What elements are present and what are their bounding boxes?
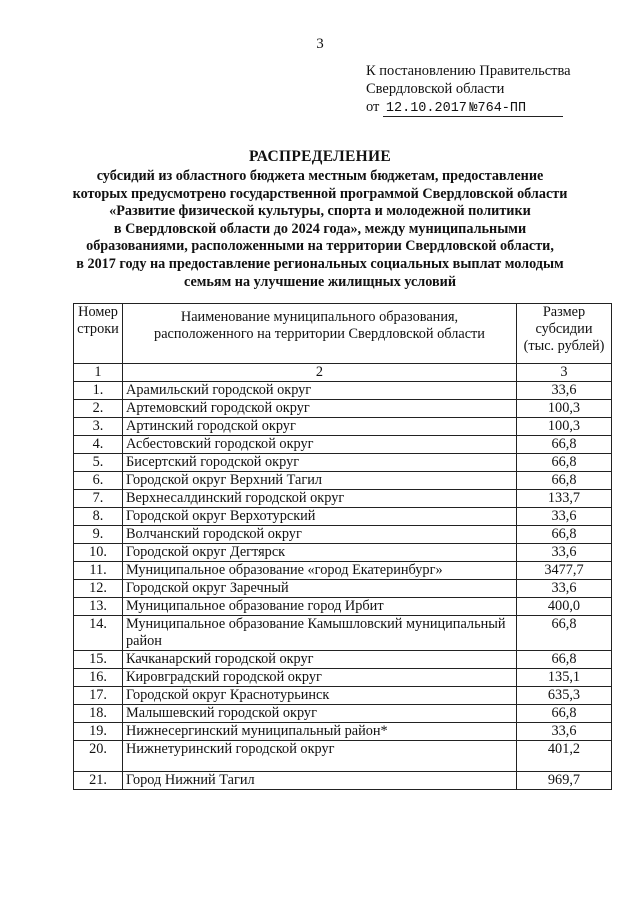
- municipality-name: Городской округ Заречный: [123, 580, 517, 598]
- municipality-name: Городской округ Краснотурьинск: [123, 687, 517, 705]
- row-number: 2.: [74, 400, 123, 418]
- row-number: 7.: [74, 490, 123, 508]
- page-number: 3: [316, 36, 324, 52]
- subtitle-line: которых предусмотрено государственной программой Свердловской области: [72, 185, 568, 202]
- subsidy-amount: 66,8: [517, 472, 612, 490]
- approval-date-line: [366, 98, 571, 117]
- table-row: [74, 723, 612, 741]
- municipality-name: Город Нижний Тагил: [123, 772, 517, 790]
- subsidy-amount: 66,8: [517, 651, 612, 669]
- subtitle-line: в Свердловской области до 2024 года», между муниципальными: [113, 220, 527, 237]
- approval-date: 12.10.2017: [383, 101, 469, 117]
- column-number: 3: [517, 364, 612, 382]
- row-number: 14.: [74, 616, 123, 651]
- row-number: 12.: [74, 580, 123, 598]
- row-number: 21.: [74, 772, 123, 790]
- row-number: 15.: [74, 651, 123, 669]
- header-text: Размер: [542, 304, 586, 320]
- municipality-name: Асбестовский городской округ: [123, 436, 517, 454]
- municipality-name: Нижнетуринский городской округ: [123, 741, 517, 772]
- subtitle-line: образованиями, расположенными на территории Свердловской области,: [86, 238, 554, 255]
- municipality-name: Бисертский городской округ: [123, 454, 517, 472]
- table-row: [74, 562, 612, 580]
- municipality-name: Артемовский городской округ: [123, 400, 517, 418]
- municipality-name: Малышевский городской округ: [123, 705, 517, 723]
- subsidy-amount: 100,3: [517, 418, 612, 436]
- subsidy-amount: 66,8: [517, 454, 612, 472]
- header-municipality-name: [123, 304, 517, 364]
- subsidy-amount: 66,8: [517, 616, 612, 651]
- municipality-name: Городской округ Дегтярск: [123, 544, 517, 562]
- subtitle-line: субсидий из областного бюджета местным бюджетам, предоставление: [96, 168, 544, 184]
- approval-line-1: К постановлению Правительства: [366, 63, 571, 79]
- subtitle-line: в 2017 году на предоставление региональных социальных выплат молодым: [76, 255, 564, 272]
- municipality-name: Нижнесергинский муниципальный район*: [123, 723, 517, 741]
- column-number: 1: [74, 364, 123, 382]
- row-number: 16.: [74, 669, 123, 687]
- subsidy-amount: 33,6: [517, 723, 612, 741]
- approval-number: №764-ПП: [469, 101, 563, 117]
- table-row: [74, 772, 612, 790]
- table-row: [74, 472, 612, 490]
- table-row: [74, 616, 612, 651]
- municipality-name: Верхнесалдинский городской округ: [123, 490, 517, 508]
- header-text: (тыс. рублей): [523, 338, 605, 354]
- municipality-name: Муниципальное образование Камышловский муниципальный район: [123, 616, 517, 651]
- row-number: 3.: [74, 418, 123, 436]
- subsidy-amount: 401,2: [517, 741, 612, 772]
- row-number: 17.: [74, 687, 123, 705]
- header-subsidy-amount: [517, 304, 612, 364]
- municipality-name: Кировградский городской округ: [123, 669, 517, 687]
- table-row: [74, 382, 612, 400]
- table-row: [74, 454, 612, 472]
- municipality-name: Муниципальное образование город Ирбит: [123, 598, 517, 616]
- subsidy-table: [73, 303, 612, 790]
- row-number: 9.: [74, 526, 123, 544]
- row-number: 20.: [74, 741, 123, 772]
- row-number: 8.: [74, 508, 123, 526]
- table-row: [74, 490, 612, 508]
- document-subtitle: [70, 168, 570, 291]
- header-text: строки: [77, 321, 119, 337]
- table-row: [74, 669, 612, 687]
- subsidy-amount: 66,8: [517, 526, 612, 544]
- row-number: 13.: [74, 598, 123, 616]
- header-row-number: [74, 304, 123, 364]
- approval-line-2: Свердловской области: [366, 81, 505, 97]
- header-text: расположенного на территории Свердловской области: [154, 326, 485, 342]
- table-header-row: [74, 304, 612, 364]
- subtitle-line: семьям на улучшение жилищных условий: [183, 273, 457, 290]
- municipality-name: Волчанский городской округ: [123, 526, 517, 544]
- subsidy-amount: 100,3: [517, 400, 612, 418]
- subsidy-amount: 33,6: [517, 382, 612, 400]
- table-row: [74, 705, 612, 723]
- table-row: [74, 508, 612, 526]
- date-prefix: от: [366, 99, 380, 115]
- municipality-name: Городской округ Верхотурский: [123, 508, 517, 526]
- header-text: Номер: [78, 304, 118, 320]
- column-number: 2: [123, 364, 517, 382]
- subsidy-amount: 33,6: [517, 508, 612, 526]
- subsidy-amount: 400,0: [517, 598, 612, 616]
- subsidy-amount: 135,1: [517, 669, 612, 687]
- approval-block: [366, 62, 571, 117]
- table-row: [74, 526, 612, 544]
- row-number: 10.: [74, 544, 123, 562]
- subsidy-amount: 33,6: [517, 580, 612, 598]
- row-number: 18.: [74, 705, 123, 723]
- subsidy-amount: 33,6: [517, 544, 612, 562]
- document-title: РАСПРЕДЕЛЕНИЕ: [249, 148, 391, 165]
- municipality-name: Муниципальное образование «город Екатеринбург»: [123, 562, 517, 580]
- subsidy-amount: 635,3: [517, 687, 612, 705]
- table-row: [74, 651, 612, 669]
- table-row: [74, 741, 612, 772]
- subsidy-amount: 66,8: [517, 436, 612, 454]
- table-row: [74, 580, 612, 598]
- header-text: субсидии: [535, 321, 593, 337]
- row-number: 4.: [74, 436, 123, 454]
- municipality-name: Качканарский городской округ: [123, 651, 517, 669]
- subsidy-amount: 969,7: [517, 772, 612, 790]
- municipality-name: Городской округ Верхний Тагил: [123, 472, 517, 490]
- header-text: Наименование муниципального образования,: [180, 309, 459, 325]
- table-row: [74, 598, 612, 616]
- subsidy-amount: 3477,7: [517, 562, 612, 580]
- municipality-name: Арамильский городской округ: [123, 382, 517, 400]
- row-number: 6.: [74, 472, 123, 490]
- row-number: 19.: [74, 723, 123, 741]
- municipality-name: Артинский городской округ: [123, 418, 517, 436]
- table-row: [74, 418, 612, 436]
- row-number: 5.: [74, 454, 123, 472]
- table-row: [74, 687, 612, 705]
- subtitle-line: «Развитие физической культуры, спорта и молодежной политики: [109, 203, 531, 220]
- row-number: 1.: [74, 382, 123, 400]
- table-row: [74, 436, 612, 454]
- row-number: 11.: [74, 562, 123, 580]
- subsidy-amount: 66,8: [517, 705, 612, 723]
- subsidy-amount: 133,7: [517, 490, 612, 508]
- table-row: [74, 400, 612, 418]
- table-row: [74, 544, 612, 562]
- column-numbers-row: [74, 364, 612, 382]
